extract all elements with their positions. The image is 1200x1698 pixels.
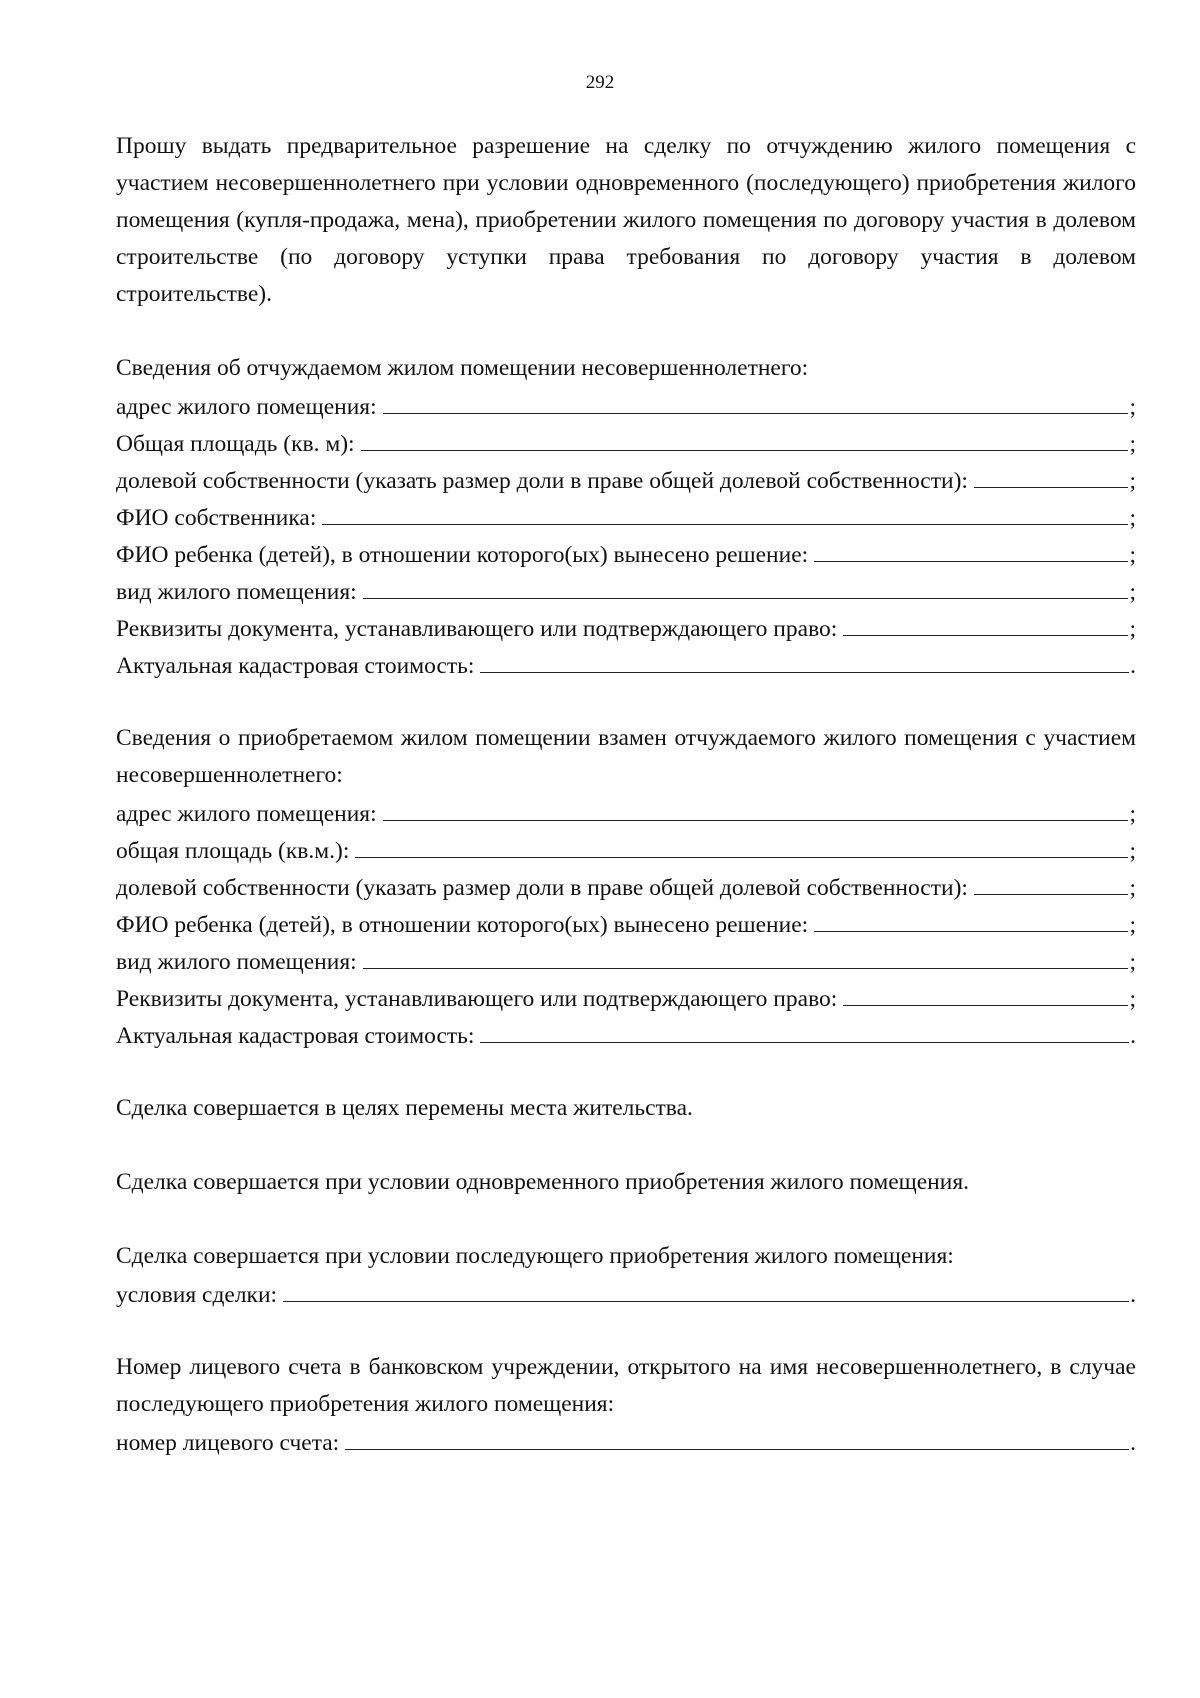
field-end: . xyxy=(1130,1430,1136,1456)
blank-line[interactable] xyxy=(383,387,1129,414)
field-label: Реквизиты документа, устанавливающего или подтверждающего право: xyxy=(116,616,838,642)
field-end: ; xyxy=(1129,949,1136,975)
acquired-property-section xyxy=(116,720,1136,1053)
field-end: ; xyxy=(1129,505,1136,531)
alienated-cadastral-field[interactable] xyxy=(116,646,1136,683)
acquired-type-field[interactable] xyxy=(116,942,1136,979)
field-label: Актуальная кадастровая стоимость: xyxy=(116,1023,475,1049)
blank-line[interactable] xyxy=(480,646,1129,673)
account-number-field[interactable] xyxy=(116,1423,1136,1460)
field-end: ; xyxy=(1129,616,1136,642)
field-end: . xyxy=(1130,1023,1136,1049)
subsequent-statement: Сделка совершается при условии последующего приобретения жилого помещения: xyxy=(116,1243,954,1269)
account-statement: Номер лицевого счета в банковском учреждении, открытого на имя несовершеннолетнего, в случае последующего приобретения жилого помещения: xyxy=(116,1354,1136,1417)
blank-line[interactable] xyxy=(363,942,1129,969)
field-end: ; xyxy=(1129,542,1136,568)
alienated-heading: Сведения об отчуждаемом жилом помещении несовершеннолетнего: xyxy=(116,355,809,381)
field-end: ; xyxy=(1129,431,1136,457)
blank-line[interactable] xyxy=(361,424,1129,451)
field-label: Актуальная кадастровая стоимость: xyxy=(116,653,475,679)
field-end: ; xyxy=(1129,468,1136,494)
field-label: адрес жилого помещения: xyxy=(116,394,377,420)
field-label: ФИО собственника: xyxy=(116,505,317,531)
field-label: вид жилого помещения: xyxy=(116,949,357,975)
field-label: ФИО ребенка (детей), в отношении которого(ых) вынесено решение: xyxy=(116,912,809,938)
field-label: Общая площадь (кв. м): xyxy=(116,431,355,457)
residence-statement-section xyxy=(116,1090,1136,1127)
field-end: ; xyxy=(1129,912,1136,938)
field-label: адрес жилого помещения: xyxy=(116,801,377,827)
field-label: ФИО ребенка (детей), в отношении которого(ых) вынесено решение: xyxy=(116,542,809,568)
deal-conditions-field[interactable] xyxy=(116,1275,1136,1312)
alienated-document-field[interactable] xyxy=(116,609,1136,646)
alienated-address-field[interactable] xyxy=(116,387,1136,424)
field-label: Реквизиты документа, устанавливающего или подтверждающего право: xyxy=(116,986,838,1012)
blank-line[interactable] xyxy=(843,979,1128,1006)
field-end: ; xyxy=(1129,875,1136,901)
field-label: долевой собственности (указать размер доли в праве общей долевой собственности): xyxy=(116,468,968,494)
acquired-heading: Сведения о приобретаемом жилом помещении взамен отчуждаемого жилого помещения с участием несовершеннолетнего: xyxy=(116,725,1136,788)
field-label: номер лицевого счета: xyxy=(116,1430,340,1456)
acquired-area-field[interactable] xyxy=(116,831,1136,868)
residence-statement: Сделка совершается в целях перемены места жительства. xyxy=(116,1095,693,1121)
account-section xyxy=(116,1349,1136,1460)
field-end: . xyxy=(1130,653,1136,679)
blank-line[interactable] xyxy=(383,794,1129,821)
blank-line[interactable] xyxy=(322,498,1128,525)
field-end: ; xyxy=(1129,579,1136,605)
alienated-property-section xyxy=(116,350,1136,683)
field-end: ; xyxy=(1129,986,1136,1012)
field-end: ; xyxy=(1129,394,1136,420)
page-number: 292 xyxy=(585,72,615,93)
intro-paragraph: Прошу выдать предварительное разрешение на сделку по отчуждению жилого помещения с участием несовершеннолетнего при условии одновременного (последующего) приобретения жилого помещения (купля-продажа, мена), приобретении жилого помещения по договору участия в долевом строительстве (по договору уступки права требования по договору участия в долевом строительстве). xyxy=(116,133,1136,307)
field-end: ; xyxy=(1129,838,1136,864)
document-body xyxy=(116,128,1136,1460)
field-end: ; xyxy=(1129,801,1136,827)
blank-line[interactable] xyxy=(363,572,1129,599)
blank-line[interactable] xyxy=(814,535,1128,562)
acquired-cadastral-field[interactable] xyxy=(116,1016,1136,1053)
field-end: . xyxy=(1130,1282,1136,1308)
blank-line[interactable] xyxy=(480,1016,1129,1043)
alienated-share-field[interactable] xyxy=(116,461,1136,498)
blank-line[interactable] xyxy=(283,1275,1129,1302)
blank-line[interactable] xyxy=(814,905,1128,932)
simultaneous-statement: Сделка совершается при условии одновременного приобретения жилого помещения. xyxy=(116,1169,970,1195)
blank-line[interactable] xyxy=(345,1423,1129,1450)
alienated-area-field[interactable] xyxy=(116,424,1136,461)
alienated-child-field[interactable] xyxy=(116,535,1136,572)
alienated-type-field[interactable] xyxy=(116,572,1136,609)
alienated-owner-field[interactable] xyxy=(116,498,1136,535)
blank-line[interactable] xyxy=(974,868,1129,895)
acquired-document-field[interactable] xyxy=(116,979,1136,1016)
field-label: долевой собственности (указать размер доли в праве общей долевой собственности): xyxy=(116,875,968,901)
subsequent-section xyxy=(116,1238,1136,1312)
blank-line[interactable] xyxy=(355,831,1128,858)
blank-line[interactable] xyxy=(974,461,1129,488)
acquired-child-field[interactable] xyxy=(116,905,1136,942)
acquired-address-field[interactable] xyxy=(116,794,1136,831)
field-label: общая площадь (кв.м.): xyxy=(116,838,350,864)
simultaneous-statement-section xyxy=(116,1164,1136,1201)
acquired-share-field[interactable] xyxy=(116,868,1136,905)
field-label: вид жилого помещения: xyxy=(116,579,357,605)
blank-line[interactable] xyxy=(843,609,1128,636)
field-label: условия сделки: xyxy=(116,1282,278,1308)
